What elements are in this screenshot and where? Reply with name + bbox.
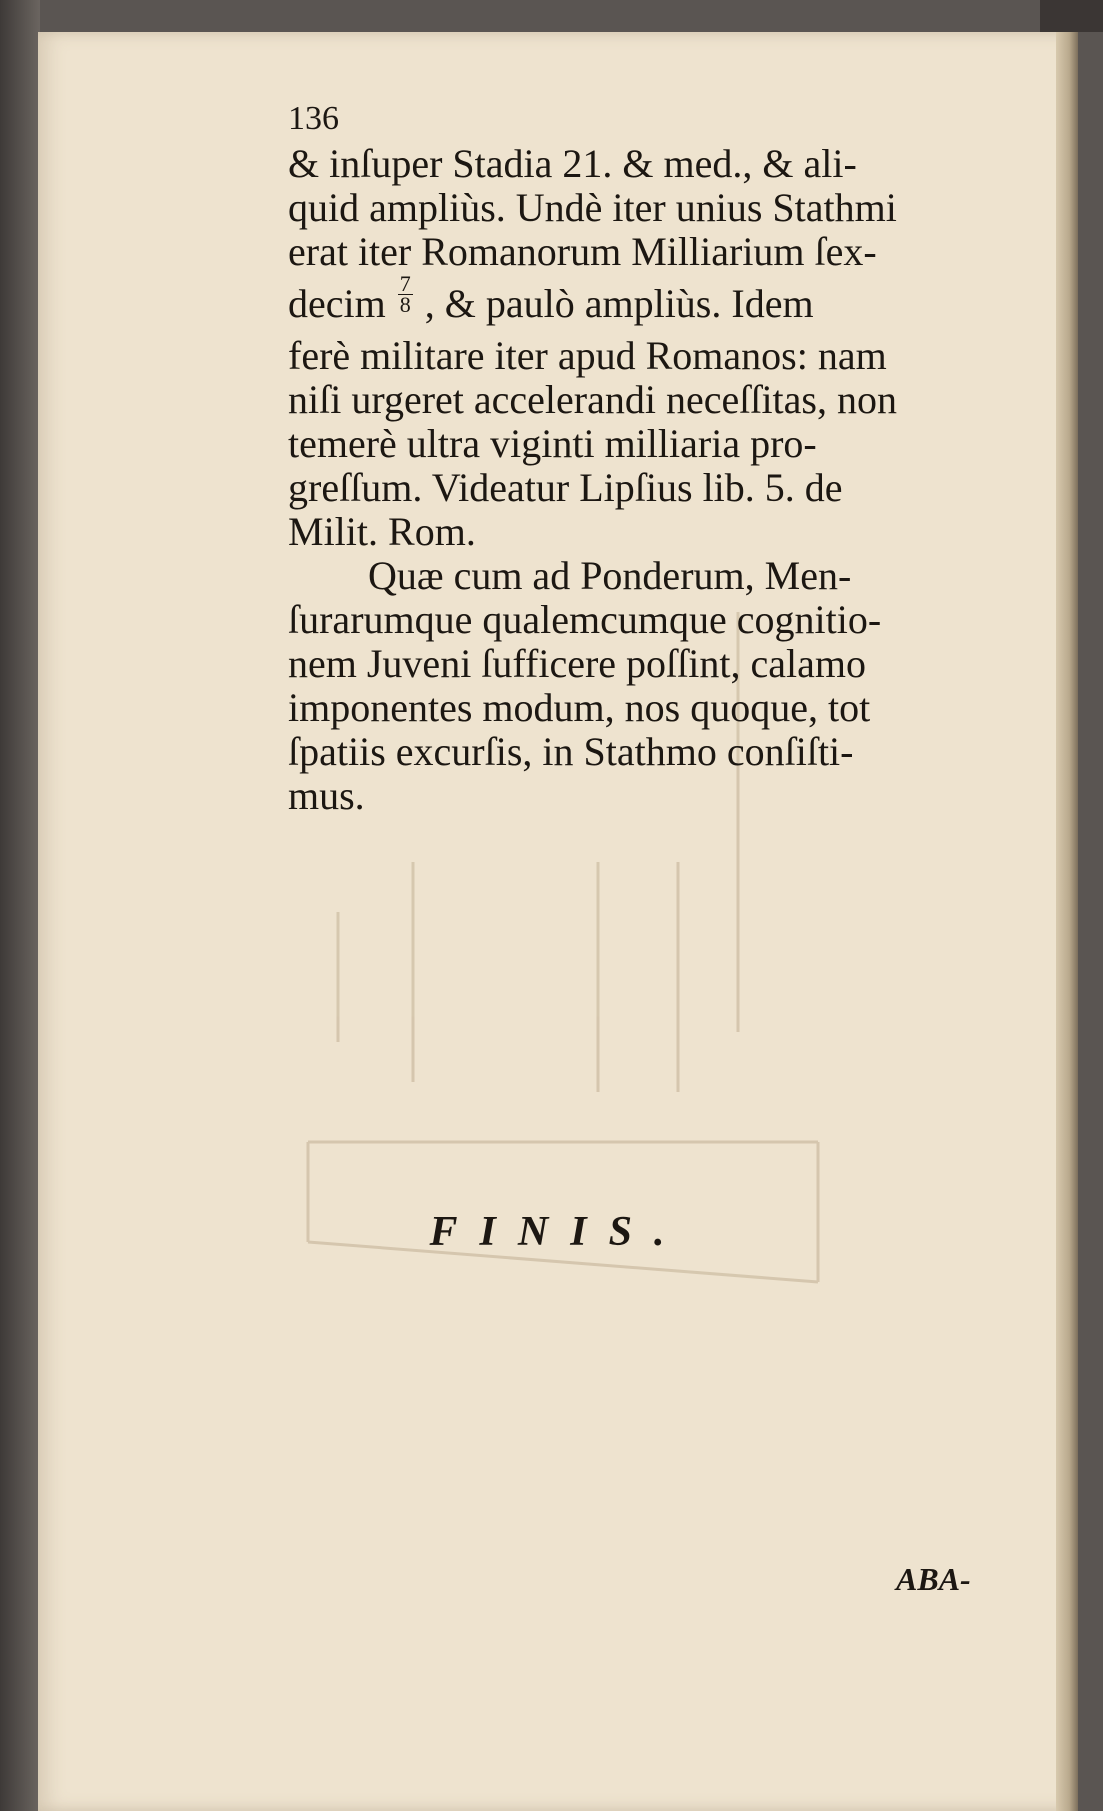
text-line: ferè militare iter apud Romanos: nam — [288, 333, 887, 378]
body-text — [288, 142, 1078, 818]
text-line: erat iter Romanorum Milliarium ſex- — [288, 229, 877, 274]
text-line: Quæ cum ad Ponderum, Men- — [368, 553, 852, 598]
text-line: nem Juveni ſufficere poſſint, calamo — [288, 641, 866, 686]
text-segment: decim — [288, 281, 386, 326]
book-page — [38, 32, 1078, 1811]
catchword: ABA- — [896, 1561, 971, 1597]
book-spine-left — [0, 0, 40, 1811]
finis-heading: FINIS. — [429, 1209, 687, 1255]
page-number: 136 — [288, 100, 339, 137]
text-segment: , & paulò ampliùs. Idem — [424, 281, 814, 326]
fraction-seven-eighths — [398, 271, 413, 334]
fraction-numerator: 7 — [399, 271, 411, 296]
next-leaf-edge — [1040, 0, 1103, 32]
text-line: greſſum. Videatur Lipſius lib. 5. de — [288, 465, 843, 510]
text-line: & inſuper Stadia 21. & med., & ali- — [288, 141, 857, 186]
text-line: ſurarumque qualemcumque cognitio- — [288, 597, 882, 642]
text-line: ſpatiis excurſis, in Stathmo conſiſti- — [288, 729, 854, 774]
text-line: niſi urgeret accelerandi neceſſitas, non — [288, 377, 897, 422]
fraction-denominator: 8 — [399, 292, 411, 317]
text-line: mus. — [288, 773, 365, 818]
text-line-with-fraction — [288, 271, 1078, 334]
text-line: temerè ultra viginti milliaria pro- — [288, 421, 817, 466]
text-line: Milit. Rom. — [288, 509, 476, 554]
text-line: quid ampliùs. Undè iter unius Stathmi — [288, 185, 897, 230]
text-line: imponentes modum, nos quoque, tot — [288, 685, 871, 730]
